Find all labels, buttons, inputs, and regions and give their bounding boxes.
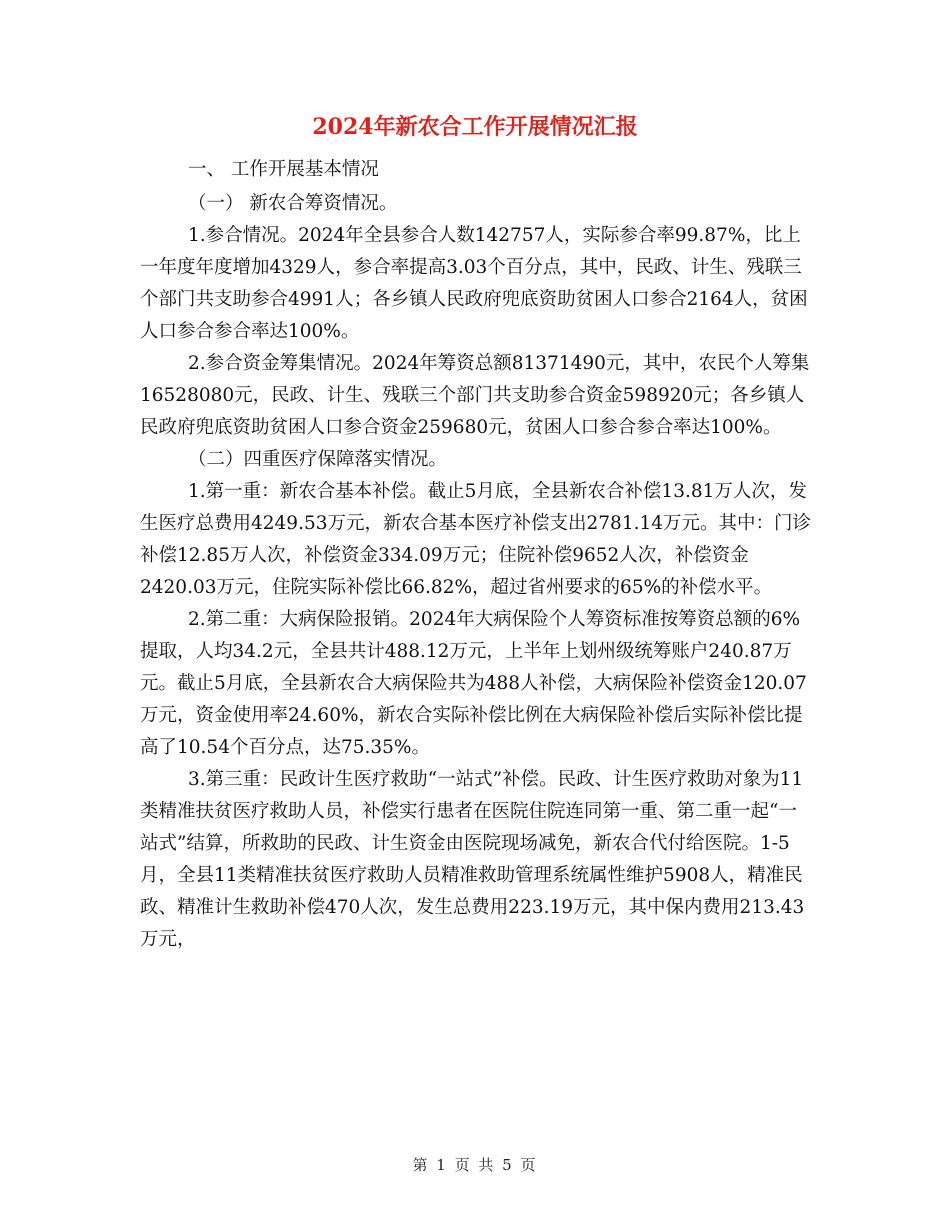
body-paragraph: 3.第三重：民政计生医疗救助“一站式”补偿。民政、计生医疗救助对象为11类精准扶贫医疗救助人员，补偿实行患者在医院住院连同第一重、第二重一起“一站式”结算，所救助的民政、计生资金由医院现场减免，新农合代付给医院。1-5月，全县11类精准扶贫医疗救助人员精准救助管理系统属性维护5908人，精准民政、精准计生救助补偿470人次，发生总费用223.19万元，其中保内费用213.43万元， bbox=[140, 769, 805, 950]
page-footer: 第 1 页 共 5 页 bbox=[412, 1156, 538, 1174]
body-paragraph: 1.参合情况。2024年全县参合人数142757人，实际参合率99.87%，比上一年度年度增加4329人，参合率提高3.03个百分点，其中，民政、计生、残联三个部门共支助参合4991人；各乡镇人民政府兜底资助贫困人口参合2164人，贫困人口参合参合率达100%。 bbox=[140, 225, 808, 342]
body-paragraph: 2.参合资金筹集情况。2024年筹资总额81371490元，其中，农民个人筹集16528080元，民政、计生、残联三个部门共支助参合资金598920元；各乡镇人民政府兜底资助贫困人口参合资金259680元，贫困人口参合参合率达100%。 bbox=[140, 353, 810, 438]
document-body bbox=[140, 154, 812, 956]
section-heading: 一、 工作开展基本情况 bbox=[188, 159, 379, 180]
document-title: 2024年新农合工作开展情况汇报 bbox=[312, 114, 638, 140]
subsection-heading: （一） 新农合筹资情况。 bbox=[188, 193, 398, 214]
body-paragraph: 1.第一重：新农合基本补偿。截止5月底，全县新农合补偿13.81万人次，发生医疗总费用4249.53万元，新农合基本医疗补偿支出2781.14万元。其中：门诊补偿12.85万人次，补偿资金334.09万元；住院补偿9652人次，补偿资金2420.03万元，住院实际补偿比66.82%，超过省州要求的65%的补偿水平。 bbox=[140, 481, 812, 598]
subsection-heading: （二）四重医疗保障落实情况。 bbox=[188, 449, 448, 470]
body-paragraph: 2.第二重：大病保险报销。2024年大病保险个人筹资标准按筹资总额的6%提取，人均34.2元，全县共计488.12万元，上半年上划州级统筹账户240.87万元。截止5月底，全县新农合大病保险共为488人补偿，大病保险补偿资金120.07万元，资金使用率24.60%，新农合实际补偿比例在大病保险补偿后实际补偿比提高了10.54个百分点，达75.35%。 bbox=[140, 609, 807, 758]
